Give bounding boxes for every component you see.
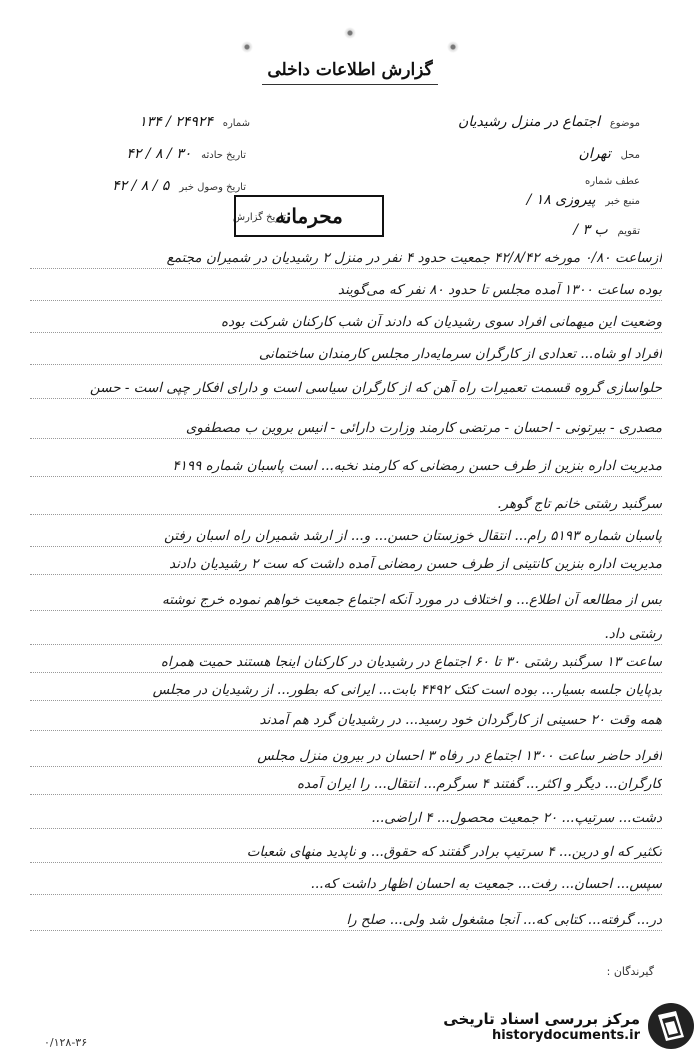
body-line: مصدری - بیرتونی - احسان - مرتضی کارمند وزارت دارائی - انیس بروین ب مصطفوی	[30, 420, 662, 439]
archive-watermark	[414, 996, 696, 1056]
body-line: افراد او شاه... تعدادی از کارگران سرمایه‌دار مجلس کارمندان ساختمانی	[30, 346, 662, 365]
archive-logo-icon	[646, 1001, 696, 1051]
field-event-date: تاریخ حادثه ۳۰ / ۸ / ۴۲	[126, 146, 246, 162]
receivers-label: گیرندگان :	[606, 965, 654, 978]
field-report-date: تاریخ گزارش	[232, 212, 286, 223]
field-reference: عطف شماره	[585, 176, 640, 187]
punch-hole-right	[446, 40, 460, 54]
body-line: مدیریت اداره بنزین از طرف حسن رمضانی که کارمند نخبه... است پاسبان شماره ۴۱۹۹	[30, 458, 662, 477]
body-line: حلواسازی گروه قسمت تعمیرات راه آهن که از کارگران سیاسی است و دارای افکار چپی است - حسن	[30, 380, 662, 399]
punch-hole-left	[240, 40, 254, 54]
field-received-date: تاریخ وصول خبر ۵ / ۸ / ۴۲	[112, 178, 246, 194]
body-line: وضعیت این میهمانی افراد سوی رشیدیان که دادند آن شب کارکنان شرکت بوده	[30, 314, 662, 333]
body-line: در... گرفته... کتابی که... آنجا مشغول شد ولی... صلح را	[30, 912, 662, 931]
field-number: شماره ۲۴۹۲۴ / ۱۳۴	[139, 114, 250, 130]
title-underline	[262, 84, 438, 85]
body-line: مدیریت اداره بنزین کانتینی از طرف حسن رمضانی آمده داشت که ست ۲ رشیدیان دادند	[30, 556, 662, 575]
body-line: کارگران... دیگر و اکثر... گفتند ۴ سرگرم... انتقال... را ایران آمده	[30, 776, 662, 795]
body-line: همه وقت ۲۰ حسینی از کارگردان خود رسید... در رشیدیان گرد هم آمدند	[30, 712, 662, 731]
body-line: بدپایان جلسه بسیار... بوده است کتک ۴۴۹۲ بابت... ایرانی که بطور... از رشیدیان در مجلس	[30, 682, 662, 701]
report-body	[30, 250, 662, 950]
body-line: پاسبان شماره ۵۱۹۳ رام... انتقال خوزستان حسن... و... از ارشد شمیران راه اسبان رفتن	[30, 528, 662, 547]
body-line: سرگنبد رشتی خانم تاج گوهر.	[30, 496, 662, 515]
confidential-stamp: محرمانه	[234, 195, 384, 237]
body-line: بس از مطالعه آن اطلاع... و اختلاف در مورد آنکه اجتماع جمعیت خواهم نموده خرج نوشته	[30, 592, 662, 611]
body-line: تکثیر که او درین... ۴ سرتیپ برادر گفتند که حقوق... و ناپدید منهای شعبات	[30, 844, 662, 863]
field-location: محل تهران	[578, 146, 640, 162]
watermark-text	[443, 1010, 640, 1043]
body-line: بوده ساعت ۱۳۰۰ آمده مجلس تا حدود ۸۰ نفر که می‌گویند	[30, 282, 662, 301]
body-line: افراد حاضر ساعت ۱۳۰۰ اجتماع در رفاه ۳ احسان در بیرون منزل مجلس	[30, 748, 662, 767]
field-calendar: تقویم ب ۳ /	[573, 222, 640, 238]
body-line: ازساعت ۰/۸۰ مورخه ۴۲/۸/۴۲ جمعیت حدود ۴ نفر در منزل ۲ رشیدیان در شمیران مجتمع	[30, 250, 662, 269]
body-line: ساعت ۱۳ سرگنبد رشتی ۳۰ تا ۶۰ اجتماع در رشیدیان در کارکنان اینجا هستند حمیت همراه	[30, 654, 662, 673]
punch-hole-center	[343, 26, 357, 40]
document-code: ۰/۱۲۸-۳۶	[44, 1036, 88, 1049]
watermark-text-fa: مرکز بررسی اسناد تاریخی	[443, 1009, 640, 1028]
field-source: منبع خبر پیروزی ۱۸ /	[526, 192, 640, 208]
document-title: گزارش اطلاعات داخلی	[267, 60, 433, 80]
field-subject: موضوع اجتماع در منزل رشیدیان	[458, 114, 640, 130]
body-line: سپس... احسان... رفت... جمعیت به احسان اظهار داشت که...	[30, 876, 662, 895]
body-line: دشت... سرتیپ... ۲۰ جمعیت محصول... ۴ اراضی...	[30, 810, 662, 829]
body-line: رشتی داد.	[30, 626, 662, 645]
watermark-text-en: historydocuments.ir	[491, 1027, 640, 1043]
